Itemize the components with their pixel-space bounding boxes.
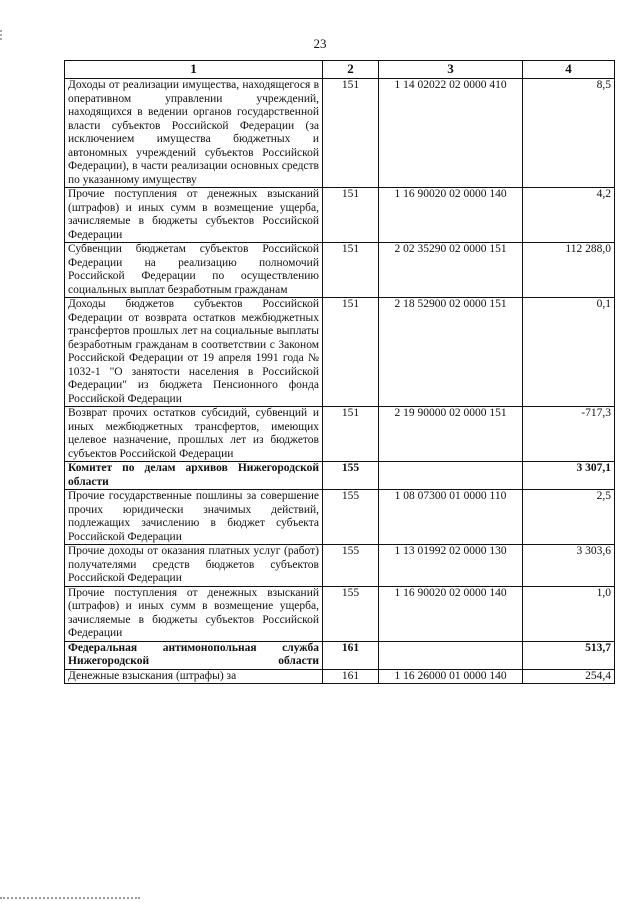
table-row: [65, 243, 615, 298]
column-header-1: 1: [65, 61, 323, 79]
row-chapter-cell: 151: [323, 407, 379, 462]
row-amount-cell: 112 288,0: [523, 243, 615, 298]
table-row: [65, 188, 615, 243]
row-code-cell: 1 14 02022 02 0000 410: [379, 79, 523, 188]
row-code-cell: 1 16 90020 02 0000 140: [379, 188, 523, 243]
row-code-cell: 1 16 26000 01 0000 140: [379, 669, 523, 684]
row-amount-cell: 254,4: [523, 669, 615, 684]
row-chapter-cell: 151: [323, 298, 379, 407]
table-row: [65, 407, 615, 462]
row-code-cell: [379, 641, 523, 669]
row-name-cell: Прочие поступления от денежных взысканий (штрафов) и иных сумм в возмещение ущерба, зачисляемые в бюджеты субъектов Российской Федерации: [65, 188, 323, 243]
row-name-cell: Доходы бюджетов субъектов Российской Федерации от возврата остатков межбюджетных трансфертов прошлых лет на социальные выплаты безработным гражданам в соответствии с Законом Российской Федерации от 19 апреля 1991 года № 1032-1 "О занятости населения в Российской Федерации" из бюджета Пенсионного фонда Российской Федерации: [65, 298, 323, 407]
row-name-cell: Доходы от реализации имущества, находящегося в оперативном управлении учреждений, находящихся в ведении органов государственной власти субъектов Российской Федерации (за исключением имущества бюджетных и автономных учреждений субъектов Российской Федерации), в части реализации основных средств по указанному имуществу: [65, 79, 323, 188]
row-name-cell: Денежные взыскания (штрафы) за: [65, 669, 323, 684]
column-header-4: 4: [523, 61, 615, 79]
row-chapter-cell: 155: [323, 462, 379, 490]
row-amount-cell: 4,2: [523, 188, 615, 243]
row-name-cell: Федеральная антимонопольная служба Нижегородской области: [65, 641, 323, 669]
row-chapter-cell: 161: [323, 669, 379, 684]
table-header-row: [65, 61, 615, 79]
table-row: [65, 586, 615, 641]
row-code-cell: 1 13 01992 02 0000 130: [379, 545, 523, 587]
row-name-cell: Прочие государственные пошлины за совершение прочих юридически значимых действий, подлежащих зачислению в бюджет субъекта Российской Федерации: [65, 490, 323, 545]
table-row: [65, 669, 615, 684]
table-row: [65, 545, 615, 587]
column-header-3: 3: [379, 61, 523, 79]
row-amount-cell: -717,3: [523, 407, 615, 462]
row-chapter-cell: 155: [323, 545, 379, 587]
row-amount-cell: 3 307,1: [523, 462, 615, 490]
table-row: [65, 490, 615, 545]
row-name-cell: Прочие доходы от оказания платных услуг (работ) получателями средств бюджетов субъектов Российской Федерации: [65, 545, 323, 587]
table-row: [65, 298, 615, 407]
row-name-cell: Комитет по делам архивов Нижегородской области: [65, 462, 323, 490]
table-row: [65, 462, 615, 490]
table-body: [65, 79, 615, 684]
scan-bottom-mark: [0, 897, 140, 905]
row-chapter-cell: 155: [323, 586, 379, 641]
row-chapter-cell: 161: [323, 641, 379, 669]
row-code-cell: [379, 462, 523, 490]
table-row: [65, 79, 615, 188]
row-name-cell: Субвенции бюджетам субъектов Российской Федерации на реализацию полномочий Российской Федерации по осуществлению социальных выплат безработным гражданам: [65, 243, 323, 298]
row-code-cell: 1 08 07300 01 0000 110: [379, 490, 523, 545]
row-amount-cell: 1,0: [523, 586, 615, 641]
row-code-cell: 2 18 52900 02 0000 151: [379, 298, 523, 407]
row-amount-cell: 513,7: [523, 641, 615, 669]
row-code-cell: 1 16 90020 02 0000 140: [379, 586, 523, 641]
column-header-2: 2: [323, 61, 379, 79]
row-amount-cell: 8,5: [523, 79, 615, 188]
row-amount-cell: 0,1: [523, 298, 615, 407]
page-number: 23: [313, 36, 327, 51]
revenue-table: [64, 60, 615, 684]
row-chapter-cell: 151: [323, 79, 379, 188]
row-name-cell: Возврат прочих остатков субсидий, субвенций и иных межбюджетных трансфертов, имеющих целевое назначение, прошлых лет из бюджетов субъектов Российской Федерации: [65, 407, 323, 462]
row-code-cell: 2 19 90000 02 0000 151: [379, 407, 523, 462]
table-row: [65, 641, 615, 669]
row-chapter-cell: 151: [323, 243, 379, 298]
row-chapter-cell: 151: [323, 188, 379, 243]
row-code-cell: 2 02 35290 02 0000 151: [379, 243, 523, 298]
row-chapter-cell: 155: [323, 490, 379, 545]
row-name-cell: Прочие поступления от денежных взысканий (штрафов) и иных сумм в возмещение ущерба, зачисляемые в бюджеты субъектов Российской Федерации: [65, 586, 323, 641]
row-amount-cell: 3 303,6: [523, 545, 615, 587]
row-amount-cell: 2,5: [523, 490, 615, 545]
